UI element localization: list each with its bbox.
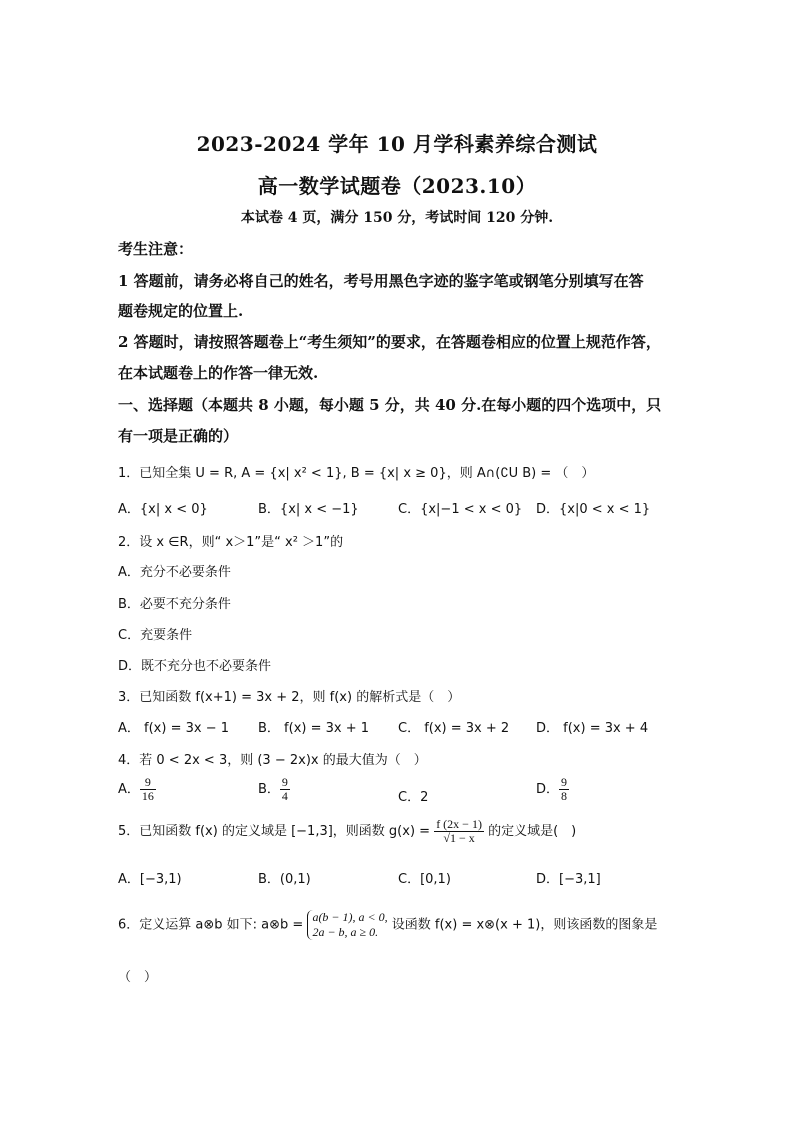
option-label: B． [258,782,280,797]
exam-title: 2023-2024 学年 10 月学科素养综合测试 [196,132,598,156]
question-1-option-a: A．{x| x < 0} [118,502,208,517]
case-2: 2a − b, a ≥ 0. [312,925,379,939]
denominator: √1 − x [443,831,475,845]
question-6-answer-blank: （ ） [118,970,158,985]
question-2-option-a: A．充分不必要条件 [118,565,231,580]
fraction [559,776,569,803]
exam-subtitle: 高一数学试题卷（2023.10） [257,174,537,198]
question-2-option-d: D．既不充分也不必要条件 [118,659,272,674]
case-1: a(b − 1), a < 0, [312,910,388,924]
question-1-option-b: B．{x| x < −1} [258,502,359,517]
fraction [280,776,290,803]
question-3-option-d: D． f(x) = 3x + 4 [536,721,649,736]
numerator: 9 [281,775,288,789]
question-1-stem: 1．已知全集 U = R, A = {x| x² < 1}, B = {x| x ≥ 0}，则 A∩(∁U B) = （ ） [118,466,595,481]
question-5-option-b: B．(0,1) [258,872,311,887]
question-3-option-b: B． f(x) = 3x + 1 [258,721,370,736]
question-4-stem: 4．若 0 < 2x < 3，则 (3 − 2x)x 的最大值为（ ） [118,753,427,768]
piecewise-definition [307,910,387,940]
question-2-option-b: B．必要不充分条件 [118,597,231,612]
exam-info: 本试卷 4 页，满分 150 分，考试时间 120 分钟. [240,210,554,226]
notice-item-2-line-2: 在本试题卷上的作答一律无效. [118,364,319,382]
option-label: A． [118,782,140,797]
question-3-stem: 3．已知函数 f(x+1) = 3x + 2，则 f(x) 的解析式是（ ） [118,690,461,705]
question-1-option-d: D．{x|0 < x < 1} [536,502,651,517]
question-3-option-a: A． f(x) = 3x − 1 [118,721,229,736]
numerator: 9 [561,775,568,789]
question-4-option-d [536,776,569,803]
notice-item-2-line-1: 2 答题时，请按照答题卷上“考生须知”的要求，在答题卷相应的位置上规范作答， [118,333,661,351]
question-5-stem [118,818,576,845]
notice-heading: 考生注意： [118,240,194,258]
question-5-option-d: D．[−3,1] [536,872,601,887]
question-6-stem [118,910,657,940]
question-5-option-c: C．[0,1) [398,872,451,887]
question-5-stem-pre: 5．已知函数 f(x) 的定义域是 [−1,3]，则函数 g(x) = [118,824,431,839]
question-6-stem-pre: 6．定义运算 a⊗b 如下: a⊗b = [118,917,304,933]
question-1-option-c: C．{x|−1 < x < 0} [398,502,523,517]
question-4-option-a [118,776,156,803]
question-4-option-b [258,776,290,803]
fraction [140,776,156,803]
question-5-stem-post: 的定义域是( ) [488,824,577,839]
numerator: f (2x − 1) [436,817,482,831]
question-4-option-c: C．2 [398,790,429,805]
question-2-stem: 2．设 x ∈R，则“ x＞1”是“ x² ＞1”的 [118,535,344,550]
question-5-option-a: A．[−3,1) [118,872,182,887]
question-5-fraction [434,818,484,845]
denominator: 8 [561,789,568,803]
notice-item-1-line-1: 1 答题前，请务必将自己的姓名，考号用黑色字迹的鉴字笔或钢笔分别填写在答 [118,272,644,290]
option-label: D． [536,782,560,797]
question-2-option-c: C．充要条件 [118,628,193,643]
question-3-option-c: C． f(x) = 3x + 2 [398,721,510,736]
section-1-heading-line-2: 有一项是正确的） [118,427,239,445]
section-1-heading-line-1: 一、选择题（本题共 8 小题，每小题 5 分，共 40 分.在每小题的四个选项中，只 [118,396,662,414]
denominator: 16 [141,789,154,803]
numerator: 9 [140,776,156,790]
question-6-stem-post: 设函数 f(x) = x⊗(x + 1)，则该函数的图象是 [391,917,658,933]
denominator: 4 [281,789,288,803]
notice-item-1-line-2: 题卷规定的位置上. [118,302,244,320]
